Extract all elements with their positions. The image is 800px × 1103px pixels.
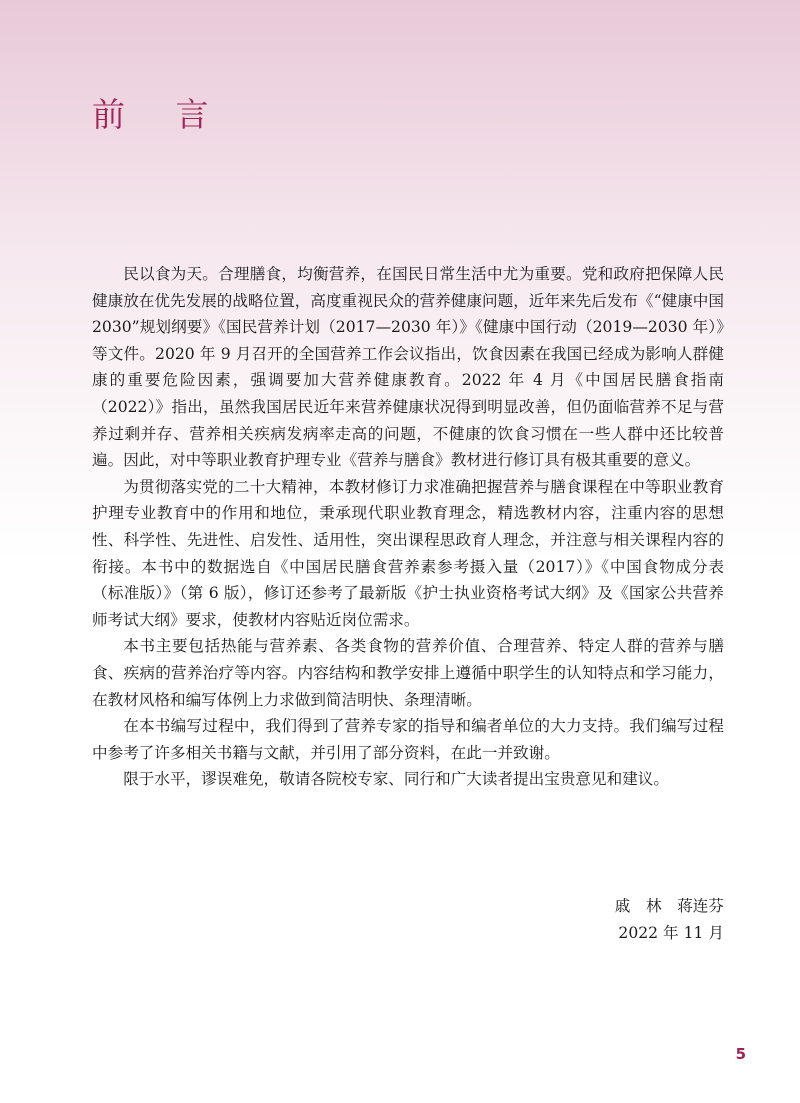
page-number: 5: [735, 1045, 746, 1063]
page-title: 前 言: [92, 95, 229, 134]
preface-paragraph: 在本书编写过程中，我们得到了营养专家的指导和编者单位的大力支持。我们编写过程中参考了许多相关书籍与文献，并引用了部分资料，在此一并致谢。: [92, 717, 724, 762]
signature-block: [615, 893, 724, 946]
preface-paragraph: 民以食为天。合理膳食，均衡营养，在国民日常生活中尤为重要。党和政府把保障人民健康放在优先发展的战略位置，高度重视民众的营养健康问题，近年来先后发布《“健康中国 2030”规划纲要》《国民营养计划（2017—2030 年）》《健康中国行动（2019—2030 年）》等文件。2020 年 9 月召开的全国营养工作会议指出，饮食因素在我国已经成为影响人群健康的重要危险因素，强调要加大营养健康教育。2022 年 4 月《中国居民膳食指南（2022）》指出，虽然我国居民近年来营养健康状况得到明显改善，但仍面临营养不足与营养过剩并存、营养相关疾病发病率走高的问题，不健康的饮食习惯在一些人群中还比较普遍。因此，对中等职业教育护理专业《营养与膳食》教材进行修订具有极其重要的意义。: [92, 265, 724, 470]
author-name: 蒋连芬: [677, 897, 724, 915]
preface-paragraph: 本书主要包括热能与营养素、各类食物的营养价值、合理营养、特定人群的营养与膳食、疾病的营养治疗等内容。内容结构和教学安排上遵循中职学生的认知特点和学习能力，在教材风格和编写体例上力求做到简洁明快、条理清晰。: [92, 637, 724, 709]
preface-paragraph: 为贯彻落实党的二十大精神，本教材修订力求准确把握营养与膳食课程在中等职业教育护理专业教育中的作用和地位，秉承现代职业教育理念，精选教材内容，注重内容的思想性、科学性、先进性、启发性、适用性，突出课程思政育人理念，并注意与相关课程内容的衔接。本书中的数据选自《中国居民膳食营养素参考摄入量（2017）》《中国食物成分表（标准版）》（第 6 版），修订还参考了最新版《护士执业资格考试大纲》及《国家公共营养师考试大纲》要求，使教材内容贴近岗位需求。: [92, 477, 724, 629]
signature-date: 2022 年 11 月: [618, 923, 724, 942]
author-names: [615, 893, 724, 920]
preface-body: [92, 261, 724, 793]
author-name: 戚 林: [614, 897, 662, 915]
preface-paragraph: 限于水平，谬误难免，敬请各院校专家、同行和广大读者提出宝贵意见和建议。: [123, 770, 669, 789]
